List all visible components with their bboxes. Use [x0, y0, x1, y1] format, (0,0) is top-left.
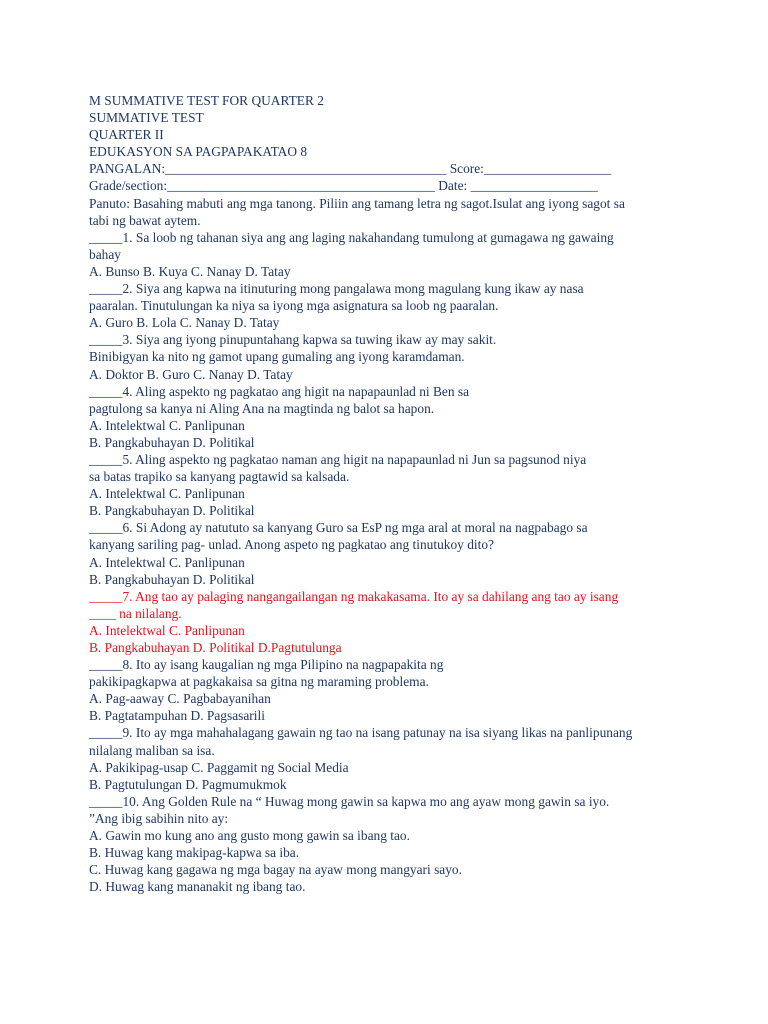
document-line: A. Intelektwal C. Panlipunan [89, 486, 245, 502]
document-line: PANGALAN:__________________________________________ Score:___________________ [89, 161, 612, 177]
document-line: ”Ang ibig sabihin nito ay: [89, 810, 229, 826]
document-line: A. Gawin mo kung ano ang gusto mong gawin sa ibang tao. [89, 828, 410, 844]
document-line: _____1. Sa loob ng tahanan siya ang ang laging nakahandang tumulong at gumagawa ng gawaing [89, 229, 614, 245]
document-line: B. Pangkabuhayan D. Politikal [89, 571, 255, 587]
document-line: _____10. Ang Golden Rule na “ Huwag mong gawin sa kapwa mo ang ayaw mong gawin sa iyo. [89, 793, 610, 809]
document-line: tabi ng bawat aytem. [89, 212, 201, 228]
document-line: A. Guro B. Lola C. Nanay D. Tatay [89, 315, 280, 331]
document-line: C. Huwag kang gagawa ng mga bagay na ayaw mong mangyari sayo. [89, 862, 462, 878]
document-line: B. Pangkabuhayan D. Politikal [89, 434, 255, 450]
document-line: SUMMATIVE TEST [89, 110, 204, 126]
document-line: _____3. Siya ang iyong pinupuntahang kapwa sa tuwing ikaw ay may sakit. [89, 332, 497, 348]
document-line: A. Pakikipag-usap C. Paggamit ng Social Media [89, 759, 349, 775]
document-line: Panuto: Basahing mabuti ang mga tanong. Piliin ang tamang letra ng sagot.Isulat ang iyong sagot sa [89, 195, 625, 211]
document-line: pakikipagkapwa at pagkakaisa sa gitna ng maraming problema. [89, 674, 429, 690]
document-line: _____2. Siya ang kapwa na itinuturing mong pangalawa mong magulang kung ikaw ay nasa [89, 281, 584, 297]
document-line: EDUKASYON SA PAGPAPAKATAO 8 [89, 144, 308, 160]
document-line: QUARTER II [89, 127, 164, 143]
document-line: B. Pangkabuhayan D. Politikal D.Pagtutulunga [89, 640, 342, 655]
document-line: sa batas trapiko sa kanyang pagtawid sa kalsada. [89, 469, 350, 485]
document-line: B. Pagtutulungan D. Pagmumukmok [89, 776, 287, 792]
document-line: D. Huwag kang mananakit ng ibang tao. [89, 879, 306, 895]
document-line: bahay [89, 246, 121, 262]
document-line: A. Pag-aaway C. Pagbabayanihan [89, 691, 271, 707]
document-line: _____6. Si Adong ay natututo sa kanyang Guro sa EsP ng mga aral at moral na nagpabago sa [89, 520, 588, 536]
document-line: kanyang sariling pag- unlad. Anong aspeto ng pagkatao ang tinutukoy dito? [89, 537, 494, 553]
document-line: A. Doktor B. Guro C. Nanay D. Tatay [89, 366, 293, 382]
document-line: _____4. Aling aspekto ng pagkatao ang higit na napapaunlad ni Ben sa [89, 383, 470, 399]
document-line: B. Pangkabuhayan D. Politikal [89, 503, 255, 519]
document-line: A. Bunso B. Kuya C. Nanay D. Tatay [89, 263, 291, 279]
document-line: ____ na nilalang. [89, 605, 182, 621]
document-line: paaralan. Tinutulungan ka niya sa iyong mga asignatura sa loob ng paaralan. [89, 298, 499, 314]
document-page [89, 92, 749, 895]
document-line: M SUMMATIVE TEST FOR QUARTER 2 [89, 93, 324, 108]
document-line: _____9. Ito ay mga mahahalagang gawain ng tao na isang patunay na isa siyang likas na panlipunang [89, 725, 633, 741]
document-line: _____5. Aling aspekto ng pagkatao naman ang higit na napapaunlad ni Jun sa pagsunod niya [89, 451, 587, 467]
document-line: A. Intelektwal C. Panlipunan [89, 417, 245, 433]
document-line: A. Intelektwal C. Panlipunan [89, 622, 245, 638]
document-line: _____8. Ito ay isang kaugalian ng mga Pilipino na nagpapakita ng [89, 657, 444, 673]
document-line: Binibigyan ka nito ng gamot upang gumaling ang iyong karamdaman. [89, 349, 465, 365]
document-line: pagtulong sa kanya ni Aling Ana na magtinda ng balot sa hapon. [89, 400, 435, 416]
document-line: Grade/section:________________________________________ Date: ___________________ [89, 178, 598, 194]
document-line: B. Pagtatampuhan D. Pagsasarili [89, 708, 265, 724]
document-line: nilalang maliban sa isa. [89, 742, 215, 758]
document-line: B. Huwag kang makipag-kapwa sa iba. [89, 845, 300, 861]
document-line: A. Intelektwal C. Panlipunan [89, 554, 245, 570]
document-line: _____7. Ang tao ay palaging nangangailangan ng makakasama. Ito ay sa dahilang ang tao ay isang [89, 588, 619, 604]
